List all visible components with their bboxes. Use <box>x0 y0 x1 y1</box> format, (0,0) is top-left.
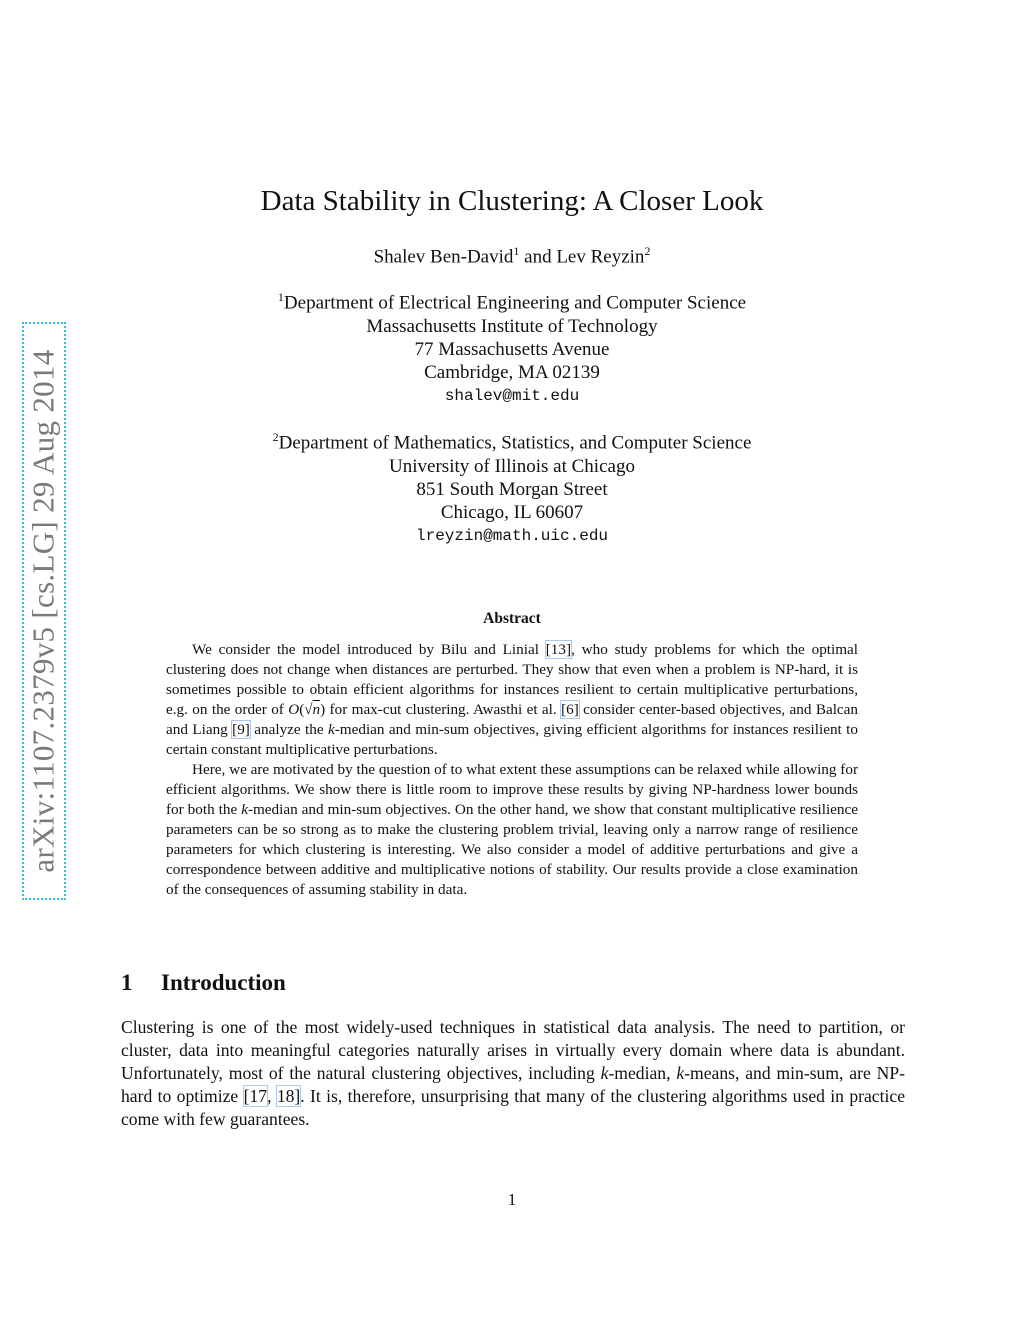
citation-link[interactable]: 18] <box>276 1086 301 1106</box>
affiliation-mark: 1 <box>513 244 520 258</box>
citation-link[interactable]: [17 <box>243 1086 268 1106</box>
page-number: 1 <box>507 1190 517 1209</box>
section-title: Introduction <box>161 970 286 995</box>
affiliation-institution: Massachusetts Institute of Technology <box>366 315 658 337</box>
body-paragraph: Clustering is one of the most widely-used techniques in statistical data analysis. The need to partition, or cluster, data into meaningful categories naturally arises in virtually every domain where data is abundant. Unfortunately, most of the natural clustering objectives, including k-median, k-means, and min-sum, are NP-hard to optimize [17, 18]. It is, therefore, unsurprising that many of the clustering algorithms used in practice come with few guarantees. <box>121 1017 906 1129</box>
affiliation-mark: 1 <box>277 290 284 304</box>
affiliation-department: $^2$Department of Mathematics, Statistics, and Computer Science <box>272 430 752 454</box>
citation-link[interactable]: [9] <box>232 721 250 738</box>
affiliation-mark: 2 <box>644 244 651 258</box>
affiliation-institution: University of Illinois at Chicago <box>389 455 635 477</box>
author-email[interactable]: lreyzin@math.uic.edu <box>415 526 609 545</box>
abstract-body <box>166 640 858 900</box>
introduction-body <box>121 1016 905 1131</box>
affiliation-street: 851 South Morgan Street <box>416 478 608 500</box>
affiliation-department: $^1$Department of Electrical Engineering and Computer Science <box>277 290 747 314</box>
citation-link[interactable]: [6] <box>561 701 579 718</box>
author-line <box>0 244 1024 268</box>
affiliation-street: 77 Massachusetts Avenue <box>414 338 610 360</box>
author-name: Shalev Ben-David <box>373 246 514 268</box>
abstract-paragraph: We consider the model introduced by Bilu and Linial [13], who study problems for which the optimal clustering does not change when distances are perturbed. They show that even when a problem is NP-hard, it is sometimes possible to obtain efficient algorithms for instances resilient to certain multiplicative perturbations, e.g. on the order of O(√n) for max-cut clustering. Awasthi et al. [6] consider center-based objectives, and Balcan and Liang [9] analyze the k-median and min-sum objectives, giving efficient algorithms for instances resilient to certain constant multiplicative perturbations. <box>166 641 858 758</box>
math-expression: O(√n) <box>288 701 326 718</box>
arxiv-identifier-text: arXiv:1107.2379v5 [cs.LG] 29 Aug 2014 <box>26 349 61 873</box>
affiliation-city: Chicago, IL 60607 <box>440 502 584 524</box>
citation-link[interactable]: [13] <box>545 641 572 658</box>
affiliation-block <box>0 426 1024 548</box>
section-number: 1 <box>121 970 133 995</box>
author-name: Lev Reyzin <box>556 246 645 268</box>
abstract-heading: Abstract <box>483 610 541 627</box>
section-heading <box>121 970 286 996</box>
affiliation-mark: 2 <box>272 430 279 444</box>
affiliation-city: Cambridge, MA 02139 <box>424 362 600 384</box>
author-email[interactable]: shalev@mit.edu <box>444 386 580 405</box>
paper-title: Data Stability in Clustering: A Closer Look <box>260 185 764 217</box>
abstract-paragraph: Here, we are motivated by the question of to what extent these assumptions can be relaxed while allowing for efficient algorithms. We show there is little room to improve these results by giving NP-hardness lower bounds for both the k-median and min-sum objectives. On the other hand, we show that constant multiplicative resilience parameters can be so strong as to make the clustering problem trivial, leaving only a narrow range of resilience parameters for which clustering is interesting. We also consider a model of additive perturbations and give a correspondence between additive and multiplicative notions of stability. Our results provide a close examination of the consequences of assuming stability in data. <box>166 761 858 898</box>
author-conjunction: and <box>519 246 557 268</box>
affiliation-block <box>0 286 1024 408</box>
